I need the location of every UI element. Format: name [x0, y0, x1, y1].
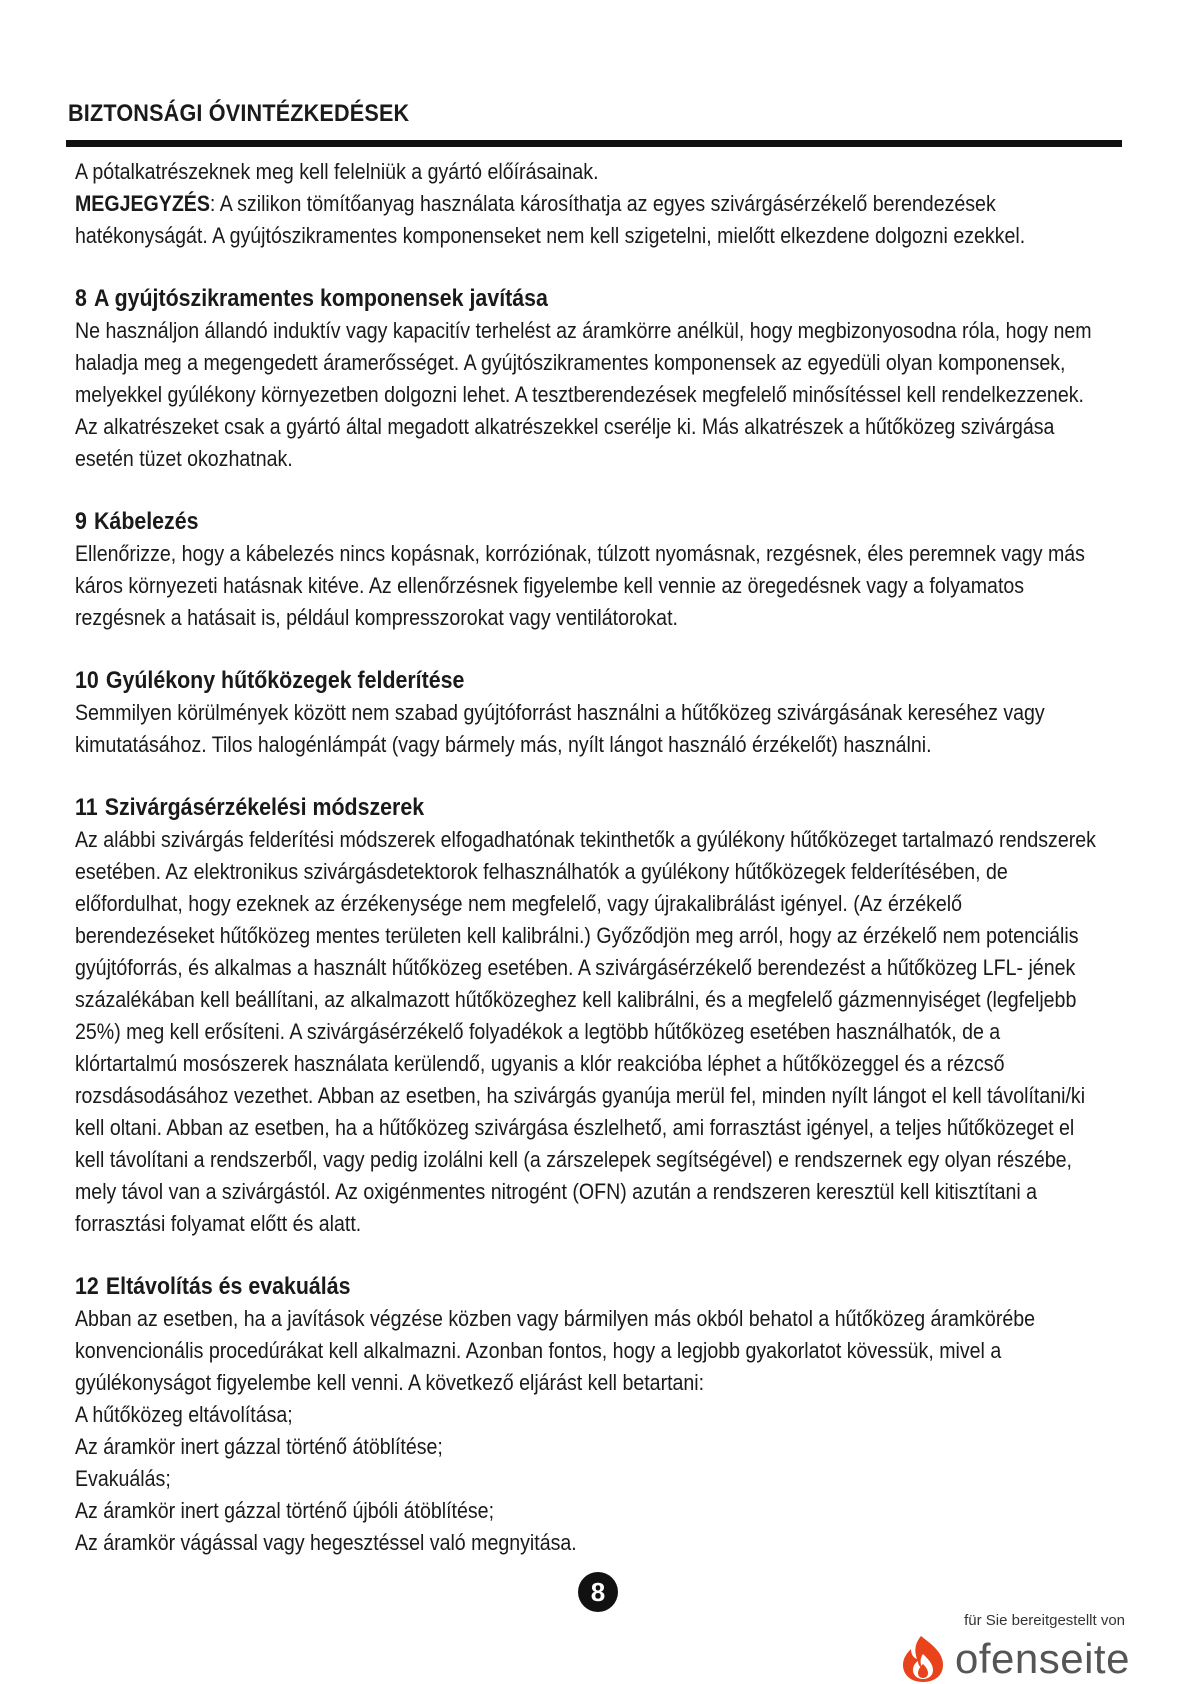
section-title: Kábelezés — [94, 508, 199, 535]
section-12 — [75, 1271, 1099, 1559]
section-paragraph: Az áramkör inert gázzal történő átöblítése; — [75, 1434, 443, 1459]
flame-logo-icon — [895, 1634, 951, 1684]
section-paragraph: Az alábbi szivárgás felderítési módszerek elfogadhatónak tekinthetők a gyúlékony hűtőközeget tartalmazó rendszerek esetében. Az elektronikus szivárgásdetektorok felhasználhatók a gyúlékony hűtőközegek felderítésében, de előfordulhat, hogy ezeknek az érzékenysége nem megfelelő, vagy újrakalibrálást igényel. (Az érzékelő berendezéseket hűtőközeg mentes területen kell kalibrálni.) Győződjön meg arról, hogy az érzékelő nem potenciális gyújtóforrás, és alkalmas a használt hűtőközeg esetében. A szivárgásérzékelő berendezést a hűtőközeg LFL- jének százalékában kell beállítani, az alkalmazott hűtőközeghez kell kalibrálni, és a megfelelő gázmennyiséget (legfeljebb 25%) meg kell erősíteni. A szivárgásérzékelő folyadékok a legtöbb hűtőközeg esetében használhatók, de a klórtartalmú mosószerek használata kerülendő, ugyanis a klór reakcióba léphet a hűtőközeggel és a rézcső rozsdásodásához vezethet. Abban az esetben, ha szivárgás gyanúja merül fel, minden nyílt lángot el kell távolítani/ki kell oltani. Abban az esetben, ha a hűtőközeg szivárgása észlelhető, ami forrasztást igényel, a teljes hűtőközeget el kell távolítani a rendszerből, vagy pedig izolálni kell (a zárszelepek segítségével) e rendszernek egy olyan részébe, mely távol van a szivárgástól. Az oxigénmentes nitrogént (OFN) azután a rendszeren keresztül kell kitisztítani a forrasztási folyamat előtt és alatt. — [75, 827, 1096, 1236]
note-paragraph — [75, 188, 1099, 252]
section-9 — [75, 506, 1099, 634]
sections-container — [75, 283, 1099, 1559]
intro-line: A pótalkatrészeknek meg kell felelniük a gyártó előírásainak. — [75, 159, 599, 184]
section-paragraph: Abban az esetben, ha a javítások végzése közben vagy bármilyen más okból behatol a hűtőközeg áramkörébe konvencionális procedúrákat kell alkalmazni. Azonban fontos, hogy a legjobb gyakorlatot kövessük, mivel a gyúlékonyságot figyelembe kell venni. A következő eljárást kell betartani: — [75, 1306, 1036, 1395]
section-heading — [75, 1271, 1099, 1303]
section-paragraph: Az áramkör vágással vagy hegesztéssel való megnyitása. — [75, 1530, 577, 1555]
section-paragraph: A hűtőközeg eltávolítása; — [75, 1402, 293, 1427]
page-header-title: BIZTONSÁGI ÓVINTÉZKEDÉSEK — [68, 100, 410, 127]
section-paragraph: Ellenőrizze, hogy a kábelezés nincs kopásnak, korróziónak, túlzott nyomásnak, rezgésnek, éles peremnek vagy más káros környezeti hatásnak kitéve. Az ellenőrzésnek figyelembe kell vennie az öregedésnek vagy a folyamatos rezgésnek a hatásait is, például kompresszorokat vagy ventilátorokat. — [75, 541, 1085, 630]
section-paragraph: Semmilyen körülmények között nem szabad gyújtóforrást használni a hűtőközeg szivárgásának kereséhez vagy kimutatásához. Tilos halogénlámpát (vagy bármely más, nyílt lángot használó érzékelőt) használni. — [75, 700, 1045, 757]
section-paragraph: Evakuálás; — [75, 1466, 171, 1491]
section-heading — [75, 506, 1099, 538]
page-content — [75, 156, 1099, 1590]
section-10 — [75, 665, 1099, 761]
section-number: 12 — [75, 1273, 99, 1300]
brand-tagline: für Sie bereitgestellt von — [964, 1612, 1125, 1629]
section-heading — [75, 283, 1099, 315]
section-paragraph: Ne használjon állandó induktív vagy kapacitív terhelést az áramkörre anélkül, hogy megbizonyosodna róla, hogy nem haladja meg a megengedett áramerősséget. A gyújtószikramentes komponensek az egyedüli olyan komponensek, melyekkel gyúlékony környezetben dolgozni lehet. A tesztberendezések megfelelő minősítéssel kell rendelkezzenek. Az alkatrészeket csak a gyártó által megadott alkatrészekkel cserélje ki. Más alkatrészek a hűtőközeg szivárgása esetén tüzet okozhatnak. — [75, 318, 1092, 471]
section-title: Gyúlékony hűtőközegek felderítése — [105, 667, 465, 694]
brand-name: ofenseite — [955, 1635, 1130, 1682]
page-number: 8 — [578, 1572, 618, 1612]
section-11 — [75, 792, 1099, 1240]
section-heading — [75, 665, 1099, 697]
section-8 — [75, 283, 1099, 475]
section-heading — [75, 792, 1099, 824]
brand-logo — [895, 1634, 1130, 1684]
intro-block — [75, 156, 1099, 252]
header-divider — [66, 140, 1122, 147]
section-number: 8 — [75, 285, 87, 312]
section-number: 11 — [75, 794, 98, 821]
section-title: A gyújtószikramentes komponensek javítása — [94, 285, 548, 312]
note-text: : A szilikon tömítőanyag használata károsíthatja az egyes szivárgásérzékelő berendezések hatékonyságát. A gyújtószikramentes komponenseket nem kell szigetelni, mielőtt elkezdene dolgozni ezekkel. — [75, 191, 1026, 248]
note-label: MEGJEGYZÉS — [75, 191, 210, 216]
section-number: 9 — [75, 508, 87, 535]
section-title: Szivárgásérzékelési módszerek — [104, 794, 425, 821]
section-paragraph: Az áramkör inert gázzal történő újbóli átöblítése; — [75, 1498, 495, 1523]
section-title: Eltávolítás és evakuálás — [105, 1273, 351, 1300]
section-number: 10 — [75, 667, 99, 694]
